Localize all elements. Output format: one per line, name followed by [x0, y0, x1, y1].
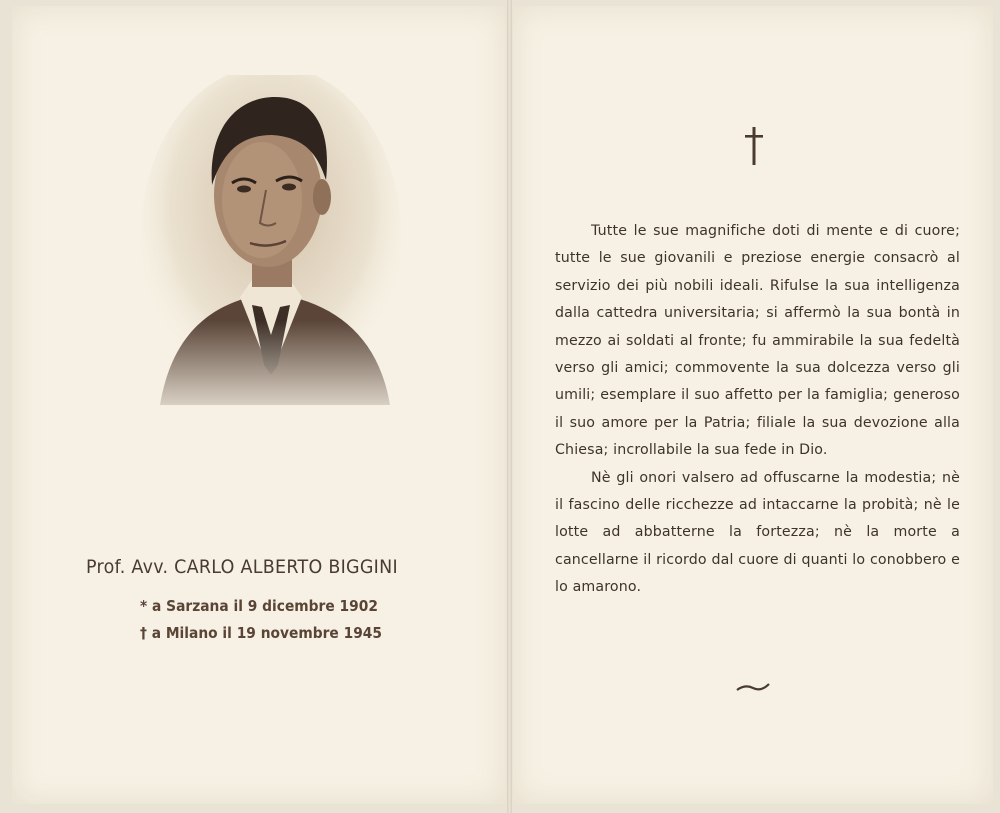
memorial-paragraph-2: Nè gli onori valsero ad offuscarne la modestia; nè il fascino delle ricchezze ad intaccarne la probità; nè le lotte ad abbatterne la fortezza; nè la morte a cancellarne il ricordo dal cuore di quanti lo conobbero e lo amarono. [555, 469, 960, 596]
cross-icon [742, 125, 766, 167]
tail-ornament [735, 680, 771, 694]
death-date: † a Milano il 19 novembre 1945 [140, 624, 383, 642]
portrait-photo [140, 75, 402, 425]
deceased-name: Prof. Avv. CARLO ALBERTO BIGGINI [86, 556, 398, 578]
birth-date: * a Sarzana il 9 dicembre 1902 [140, 597, 378, 615]
memorial-text [555, 218, 960, 602]
card-fold [507, 0, 512, 813]
memorial-paragraph-1: Tutte le sue magnifiche doti di mente e di cuore; tutte le sue giovanili e preziose energie consacrò al servizio dei più nobili ideali. Rifulse la sua intelligenza dalla cattedra universitaria; si affermò la sua bontà in mezzo ai soldati al fronte; fu ammirabile la sua fedeltà verso gli amici; commovente la sua dolcezza verso gli umili; esemplare il suo affetto per la famiglia; generoso il suo amore per la Patria; filiale la sua devozione alla Chiesa; incrollabile la sua fede in Dio. [555, 223, 960, 459]
